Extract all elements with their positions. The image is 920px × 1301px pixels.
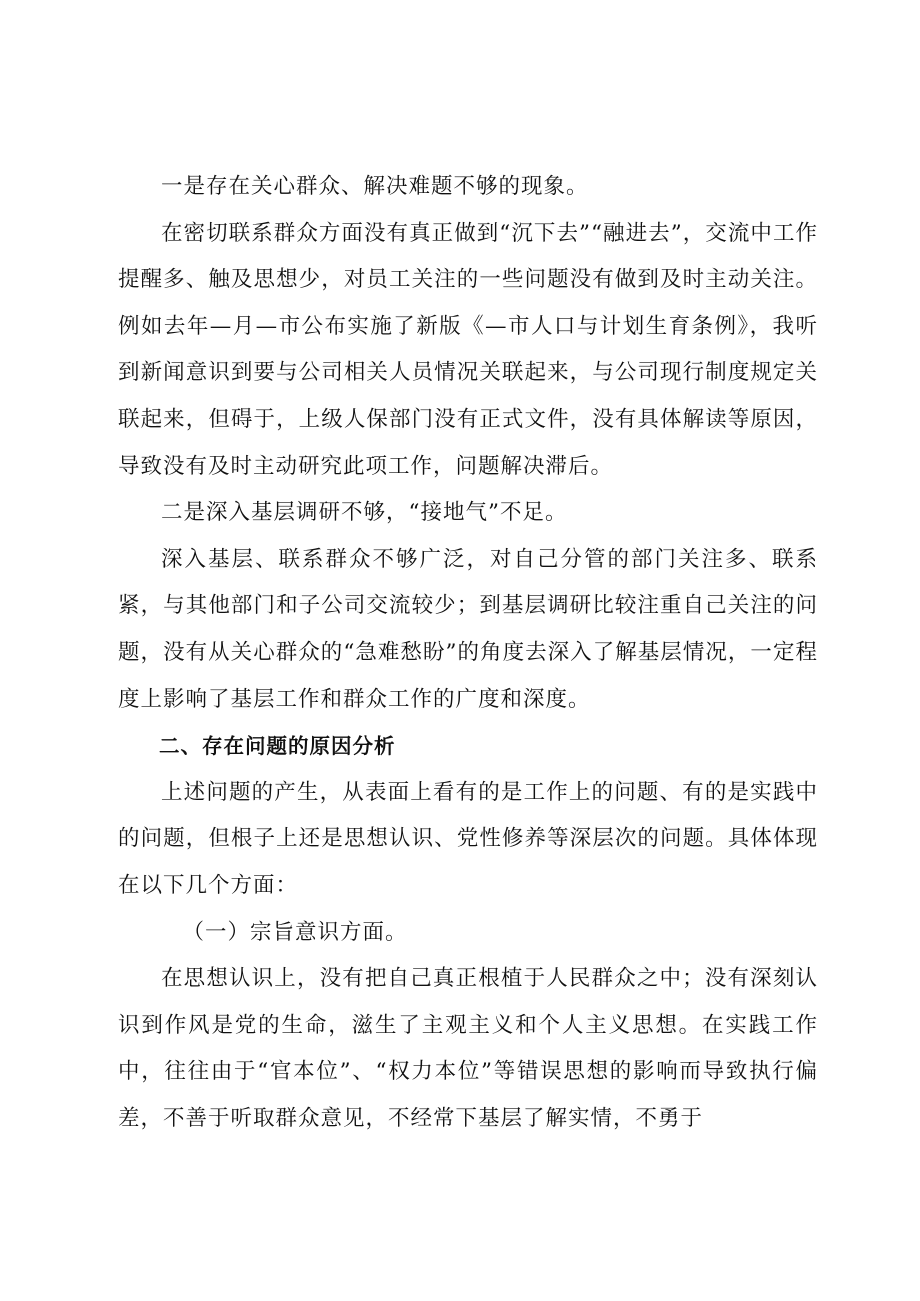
paragraph-issue-one-title: 一是存在关心群众、解决难题不够的现象。 [161,174,589,199]
paragraph-purpose-awareness-body: 在思想认识上，没有把自己真正根植于人民群众之中；没有深刻认识到作风是党的生命，滋生了主观主义和个人主义思想。在实践工作中，往往由于“官本位”、“权力本位”等错误思想的影响而导致执行偏差，不善于听取群众意见，不经常下基层了解实情，不勇于 [118,966,818,1131]
section-heading-cause-analysis: 二、存在问题的原因分析 [159,734,396,759]
subsection-heading-purpose-awareness: （一）宗旨意识方面。 [182,919,408,945]
document-body [118,164,818,1142]
paragraph-issue-one-body: 在密切联系群众方面没有真正做到“沉下去”“融进去”，交流中工作提醒多、触及思想少，对员工关注的一些问题没有做到及时主动关注。例如去年—月—市公布实施了新版《—市人口与计划生育条例》，我听到新闻意识到要与公司相关人员情况关联起来，与公司现行制度规定关联起来，但碍于，上级人保部门没有正式文件，没有具体解读等原因，导致没有及时主动研究此项工作，问题解决滞后。 [118,220,818,479]
paragraph-issue-two-title: 二是深入基层调研不够，“接地气”不足。 [161,500,568,526]
paragraph-issue-two-body: 深入基层、联系群众不够广泛，对自己分管的部门关注多、联系紧，与其他部门和子公司交流较少；到基层调研比较注重自己关注的问题，没有从关心群众的“急难愁盼”的角度去深入了解基层情况，一定程度上影响了基层工作和群众工作的广度和深度。 [118,546,818,712]
paragraph-cause-intro: 上述问题的产生，从表面上看有的是工作上的问题、有的是实践中的问题，但根子上还是思想认识、党性修养等深层次的问题。具体体现在以下几个方面： [118,779,818,898]
